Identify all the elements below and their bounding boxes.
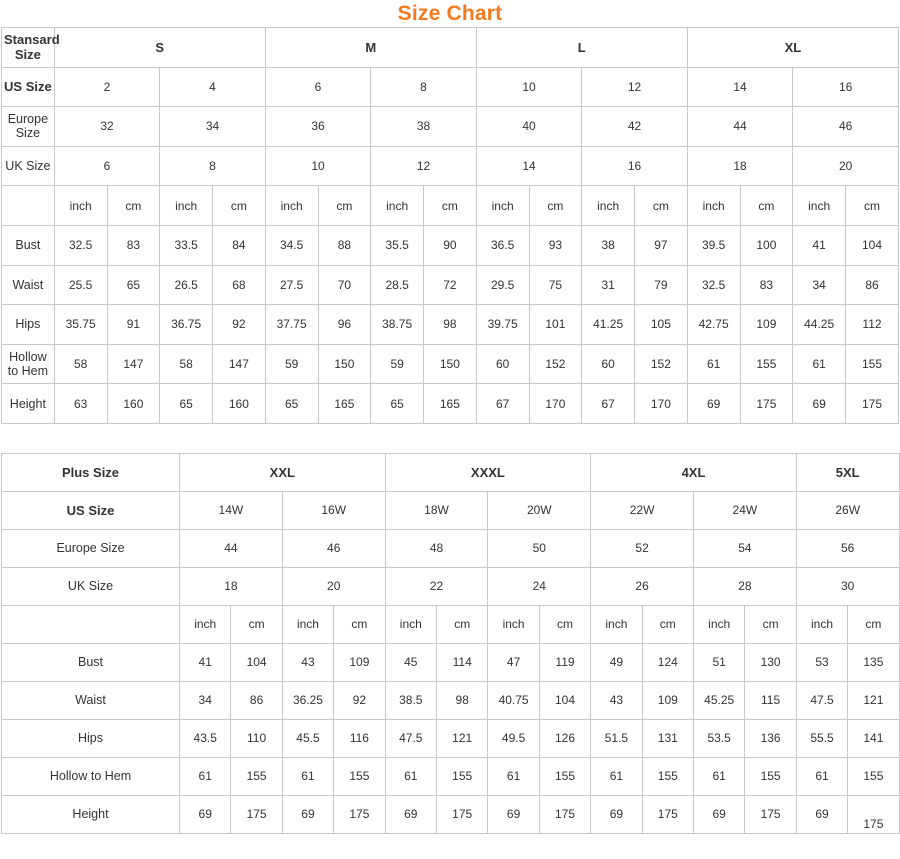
- size-group-4xl: 4XL: [591, 453, 797, 491]
- cell: 6: [265, 67, 371, 107]
- row-label-europe-size: Europe Size: [2, 529, 180, 567]
- cell: 45: [385, 643, 436, 681]
- unit-cell: cm: [107, 186, 160, 226]
- cell: 160: [107, 384, 160, 424]
- cell: 69: [180, 795, 231, 833]
- row-label-bust: Bust: [2, 225, 55, 265]
- cell: 49.5: [488, 719, 539, 757]
- cell: 38.75: [371, 305, 424, 345]
- cell: 59: [265, 344, 318, 384]
- unit-cell: cm: [529, 186, 582, 226]
- cell: 69: [796, 795, 847, 833]
- cell: 38: [371, 107, 477, 147]
- cell: 104: [539, 681, 590, 719]
- cell: 43: [591, 681, 642, 719]
- cell: 165: [424, 384, 477, 424]
- cell: 175: [745, 795, 796, 833]
- row-label-height: Height: [2, 384, 55, 424]
- cell: 61: [687, 344, 740, 384]
- cell: 152: [635, 344, 688, 384]
- cell: 18: [687, 146, 793, 186]
- table-row: [2, 146, 899, 186]
- cell: 45.5: [282, 719, 333, 757]
- cell: 124: [642, 643, 693, 681]
- cell: 109: [740, 305, 793, 345]
- size-group-m: M: [265, 28, 476, 68]
- cell: 12: [371, 146, 477, 186]
- cell: 165: [318, 384, 371, 424]
- unit-cell: cm: [848, 605, 899, 643]
- cell: 41: [793, 225, 846, 265]
- cell: 141: [848, 719, 899, 757]
- row-label-waist: Waist: [2, 681, 180, 719]
- row-label-hips: Hips: [2, 305, 55, 345]
- cell: 47: [488, 643, 539, 681]
- table-row: [2, 265, 899, 305]
- row-label-height: Height: [2, 795, 180, 833]
- cell: 112: [846, 305, 899, 345]
- cell: 32: [54, 107, 160, 147]
- cell: 65: [107, 265, 160, 305]
- cell: 16W: [282, 491, 385, 529]
- cell: 61: [385, 757, 436, 795]
- cell: 69: [687, 384, 740, 424]
- cell: 92: [334, 681, 385, 719]
- cell: 63: [54, 384, 107, 424]
- cell: 44: [180, 529, 283, 567]
- cell: 41.25: [582, 305, 635, 345]
- cell: 116: [334, 719, 385, 757]
- cell: 175: [642, 795, 693, 833]
- cell: 50: [488, 529, 591, 567]
- cell: 115: [745, 681, 796, 719]
- unit-row: [2, 186, 899, 226]
- cell: 39.75: [476, 305, 529, 345]
- unit-cell: inch: [282, 605, 333, 643]
- cell: 60: [476, 344, 529, 384]
- table-divider-spacer: [0, 424, 900, 453]
- cell: 34: [180, 681, 231, 719]
- cell: 22W: [591, 491, 694, 529]
- cell: 170: [529, 384, 582, 424]
- table-row: [2, 681, 900, 719]
- cell: 34: [160, 107, 266, 147]
- cell: 175: [848, 795, 899, 833]
- unit-row: [2, 605, 900, 643]
- cell: 12: [582, 67, 688, 107]
- row-label-hollow-to-hem: Hollow to Hem: [2, 344, 55, 384]
- cell: 75: [529, 265, 582, 305]
- cell: 49: [591, 643, 642, 681]
- table-row: [2, 795, 900, 833]
- row-label-uk-size: UK Size: [2, 146, 55, 186]
- standard-size-table: [1, 27, 899, 424]
- cell: 46: [793, 107, 899, 147]
- unit-cell: cm: [745, 605, 796, 643]
- cell: 8: [160, 146, 266, 186]
- page-title: Size Chart: [397, 2, 503, 25]
- cell: 34: [793, 265, 846, 305]
- size-group-xxxl: XXXL: [385, 453, 591, 491]
- cell: 26.5: [160, 265, 213, 305]
- table-row: [2, 567, 900, 605]
- cell: 31: [582, 265, 635, 305]
- unit-cell: inch: [371, 186, 424, 226]
- cell: 150: [318, 344, 371, 384]
- cell: 28.5: [371, 265, 424, 305]
- cell: 65: [371, 384, 424, 424]
- cell: 136: [745, 719, 796, 757]
- cell: 155: [231, 757, 282, 795]
- cell: 70: [318, 265, 371, 305]
- cell: 61: [180, 757, 231, 795]
- cell: 147: [107, 344, 160, 384]
- cell: 175: [437, 795, 488, 833]
- cell: 61: [796, 757, 847, 795]
- cell: 26W: [796, 491, 899, 529]
- unit-cell: cm: [635, 186, 688, 226]
- cell: 43.5: [180, 719, 231, 757]
- unit-cell: cm: [740, 186, 793, 226]
- table-row: [2, 491, 900, 529]
- cell: 114: [437, 643, 488, 681]
- row-label-bust: Bust: [2, 643, 180, 681]
- cell: 14: [476, 146, 582, 186]
- cell: 135: [848, 643, 899, 681]
- unit-cell: cm: [437, 605, 488, 643]
- size-group-5xl: 5XL: [796, 453, 899, 491]
- plus-size-label: Plus Size: [2, 453, 180, 491]
- cell: 43: [282, 643, 333, 681]
- unit-row-label: [2, 605, 180, 643]
- cell: 37.75: [265, 305, 318, 345]
- cell: 51: [693, 643, 744, 681]
- cell: 155: [740, 344, 793, 384]
- cell: 155: [539, 757, 590, 795]
- cell: 170: [635, 384, 688, 424]
- cell: 52: [591, 529, 694, 567]
- unit-cell: inch: [488, 605, 539, 643]
- cell: 16: [582, 146, 688, 186]
- cell: 91: [107, 305, 160, 345]
- cell: 98: [424, 305, 477, 345]
- cell: 65: [265, 384, 318, 424]
- cell: 84: [213, 225, 266, 265]
- cell: 27.5: [265, 265, 318, 305]
- cell: 25.5: [54, 265, 107, 305]
- cell: 55.5: [796, 719, 847, 757]
- unit-cell: inch: [54, 186, 107, 226]
- cell: 39.5: [687, 225, 740, 265]
- cell: 36: [265, 107, 371, 147]
- table-row: [2, 305, 899, 345]
- unit-cell: cm: [231, 605, 282, 643]
- cell: 121: [437, 719, 488, 757]
- cell: 155: [437, 757, 488, 795]
- table-header-row: [2, 453, 900, 491]
- cell: 30: [796, 567, 899, 605]
- cell: 32.5: [54, 225, 107, 265]
- unit-cell: inch: [476, 186, 529, 226]
- cell: 175: [539, 795, 590, 833]
- plus-size-table: [1, 453, 900, 834]
- unit-cell: inch: [582, 186, 635, 226]
- cell: 33.5: [160, 225, 213, 265]
- cell: 40: [476, 107, 582, 147]
- unit-cell: inch: [591, 605, 642, 643]
- unit-cell: inch: [796, 605, 847, 643]
- cell: 58: [160, 344, 213, 384]
- cell: 24: [488, 567, 591, 605]
- cell: 131: [642, 719, 693, 757]
- cell: 47.5: [796, 681, 847, 719]
- cell: 20W: [488, 491, 591, 529]
- cell: 126: [539, 719, 590, 757]
- cell: 42.75: [687, 305, 740, 345]
- size-group-xl: XL: [687, 28, 898, 68]
- cell: 92: [213, 305, 266, 345]
- cell: 130: [745, 643, 796, 681]
- cell: 54: [693, 529, 796, 567]
- cell: 59: [371, 344, 424, 384]
- table-row: [2, 67, 899, 107]
- standard-size-label: Stansard Size: [2, 28, 55, 68]
- cell: 68: [213, 265, 266, 305]
- cell: 150: [424, 344, 477, 384]
- table-row: [2, 643, 900, 681]
- cell: 22: [385, 567, 488, 605]
- unit-cell: inch: [687, 186, 740, 226]
- cell: 35.75: [54, 305, 107, 345]
- cell: 48: [385, 529, 488, 567]
- cell: 14W: [180, 491, 283, 529]
- unit-cell: cm: [213, 186, 266, 226]
- cell: 155: [846, 344, 899, 384]
- cell: 6: [54, 146, 160, 186]
- cell: 44: [687, 107, 793, 147]
- cell: 175: [231, 795, 282, 833]
- cell: 119: [539, 643, 590, 681]
- cell: 155: [745, 757, 796, 795]
- size-group-xxl: XXL: [180, 453, 386, 491]
- cell: 34.5: [265, 225, 318, 265]
- cell: 8: [371, 67, 477, 107]
- unit-cell: cm: [318, 186, 371, 226]
- row-label-hips: Hips: [2, 719, 180, 757]
- cell: 100: [740, 225, 793, 265]
- unit-cell: inch: [693, 605, 744, 643]
- row-label-us-size: US Size: [2, 491, 180, 529]
- cell: 97: [635, 225, 688, 265]
- cell: 69: [591, 795, 642, 833]
- cell: 10: [265, 146, 371, 186]
- row-label-uk-size: UK Size: [2, 567, 180, 605]
- cell: 83: [107, 225, 160, 265]
- cell: 20: [282, 567, 385, 605]
- cell: 72: [424, 265, 477, 305]
- cell: 109: [334, 643, 385, 681]
- size-group-s: S: [54, 28, 265, 68]
- cell: 96: [318, 305, 371, 345]
- cell: 51.5: [591, 719, 642, 757]
- row-label-waist: Waist: [2, 265, 55, 305]
- cell: 155: [334, 757, 385, 795]
- cell: 38: [582, 225, 635, 265]
- cell: 58: [54, 344, 107, 384]
- cell: 42: [582, 107, 688, 147]
- cell: 26: [591, 567, 694, 605]
- cell: 10: [476, 67, 582, 107]
- unit-cell: inch: [793, 186, 846, 226]
- cell: 69: [693, 795, 744, 833]
- cell: 40.75: [488, 681, 539, 719]
- table-row: [2, 344, 899, 384]
- cell: 69: [385, 795, 436, 833]
- cell: 29.5: [476, 265, 529, 305]
- cell: 88: [318, 225, 371, 265]
- cell: 86: [846, 265, 899, 305]
- row-label-us-size: US Size: [2, 67, 55, 107]
- cell: 46: [282, 529, 385, 567]
- unit-cell: inch: [265, 186, 318, 226]
- cell: 45.25: [693, 681, 744, 719]
- cell: 105: [635, 305, 688, 345]
- cell: 90: [424, 225, 477, 265]
- cell: 18: [180, 567, 283, 605]
- cell: 93: [529, 225, 582, 265]
- unit-cell: inch: [385, 605, 436, 643]
- cell: 86: [231, 681, 282, 719]
- cell: 121: [848, 681, 899, 719]
- unit-cell: inch: [180, 605, 231, 643]
- cell: 61: [693, 757, 744, 795]
- cell: 36.5: [476, 225, 529, 265]
- cell: 65: [160, 384, 213, 424]
- cell: 14: [687, 67, 793, 107]
- cell: 69: [488, 795, 539, 833]
- cell: 79: [635, 265, 688, 305]
- cell: 36.25: [282, 681, 333, 719]
- row-label-hollow-to-hem: Hollow to Hem: [2, 757, 180, 795]
- cell: 175: [846, 384, 899, 424]
- cell: 61: [488, 757, 539, 795]
- cell: 56: [796, 529, 899, 567]
- table-row: [2, 107, 899, 147]
- cell: 2: [54, 67, 160, 107]
- cell: 175: [334, 795, 385, 833]
- table-row: [2, 225, 899, 265]
- unit-cell: cm: [846, 186, 899, 226]
- cell: 101: [529, 305, 582, 345]
- cell: 16: [793, 67, 899, 107]
- cell: 155: [848, 757, 899, 795]
- cell: 38.5: [385, 681, 436, 719]
- cell: 83: [740, 265, 793, 305]
- size-group-l: L: [476, 28, 687, 68]
- unit-cell: inch: [160, 186, 213, 226]
- table-row: [2, 529, 900, 567]
- cell: 67: [582, 384, 635, 424]
- table-row: [2, 757, 900, 795]
- cell: 36.75: [160, 305, 213, 345]
- cell: 175: [740, 384, 793, 424]
- cell: 147: [213, 344, 266, 384]
- table-row: [2, 719, 900, 757]
- cell: 61: [591, 757, 642, 795]
- cell: 104: [846, 225, 899, 265]
- cell: 20: [793, 146, 899, 186]
- cell: 104: [231, 643, 282, 681]
- row-label-europe-size: Europe Size: [2, 107, 55, 147]
- cell: 61: [793, 344, 846, 384]
- cell: 109: [642, 681, 693, 719]
- cell: 53: [796, 643, 847, 681]
- cell: 69: [793, 384, 846, 424]
- cell: 69: [282, 795, 333, 833]
- cell: 60: [582, 344, 635, 384]
- cell: 152: [529, 344, 582, 384]
- cell: 4: [160, 67, 266, 107]
- table-header-row: [2, 28, 899, 68]
- cell: 18W: [385, 491, 488, 529]
- cell: 32.5: [687, 265, 740, 305]
- cell: 44.25: [793, 305, 846, 345]
- cell: 110: [231, 719, 282, 757]
- cell: 47.5: [385, 719, 436, 757]
- cell: 24W: [693, 491, 796, 529]
- cell: 53.5: [693, 719, 744, 757]
- cell: 155: [642, 757, 693, 795]
- cell: 160: [213, 384, 266, 424]
- cell: 98: [437, 681, 488, 719]
- unit-cell: cm: [334, 605, 385, 643]
- cell: 41: [180, 643, 231, 681]
- cell: 28: [693, 567, 796, 605]
- unit-cell: cm: [642, 605, 693, 643]
- cell: 61: [282, 757, 333, 795]
- unit-row-label: [2, 186, 55, 226]
- unit-cell: cm: [424, 186, 477, 226]
- unit-cell: cm: [539, 605, 590, 643]
- table-row: [2, 384, 899, 424]
- cell: 35.5: [371, 225, 424, 265]
- cell: 67: [476, 384, 529, 424]
